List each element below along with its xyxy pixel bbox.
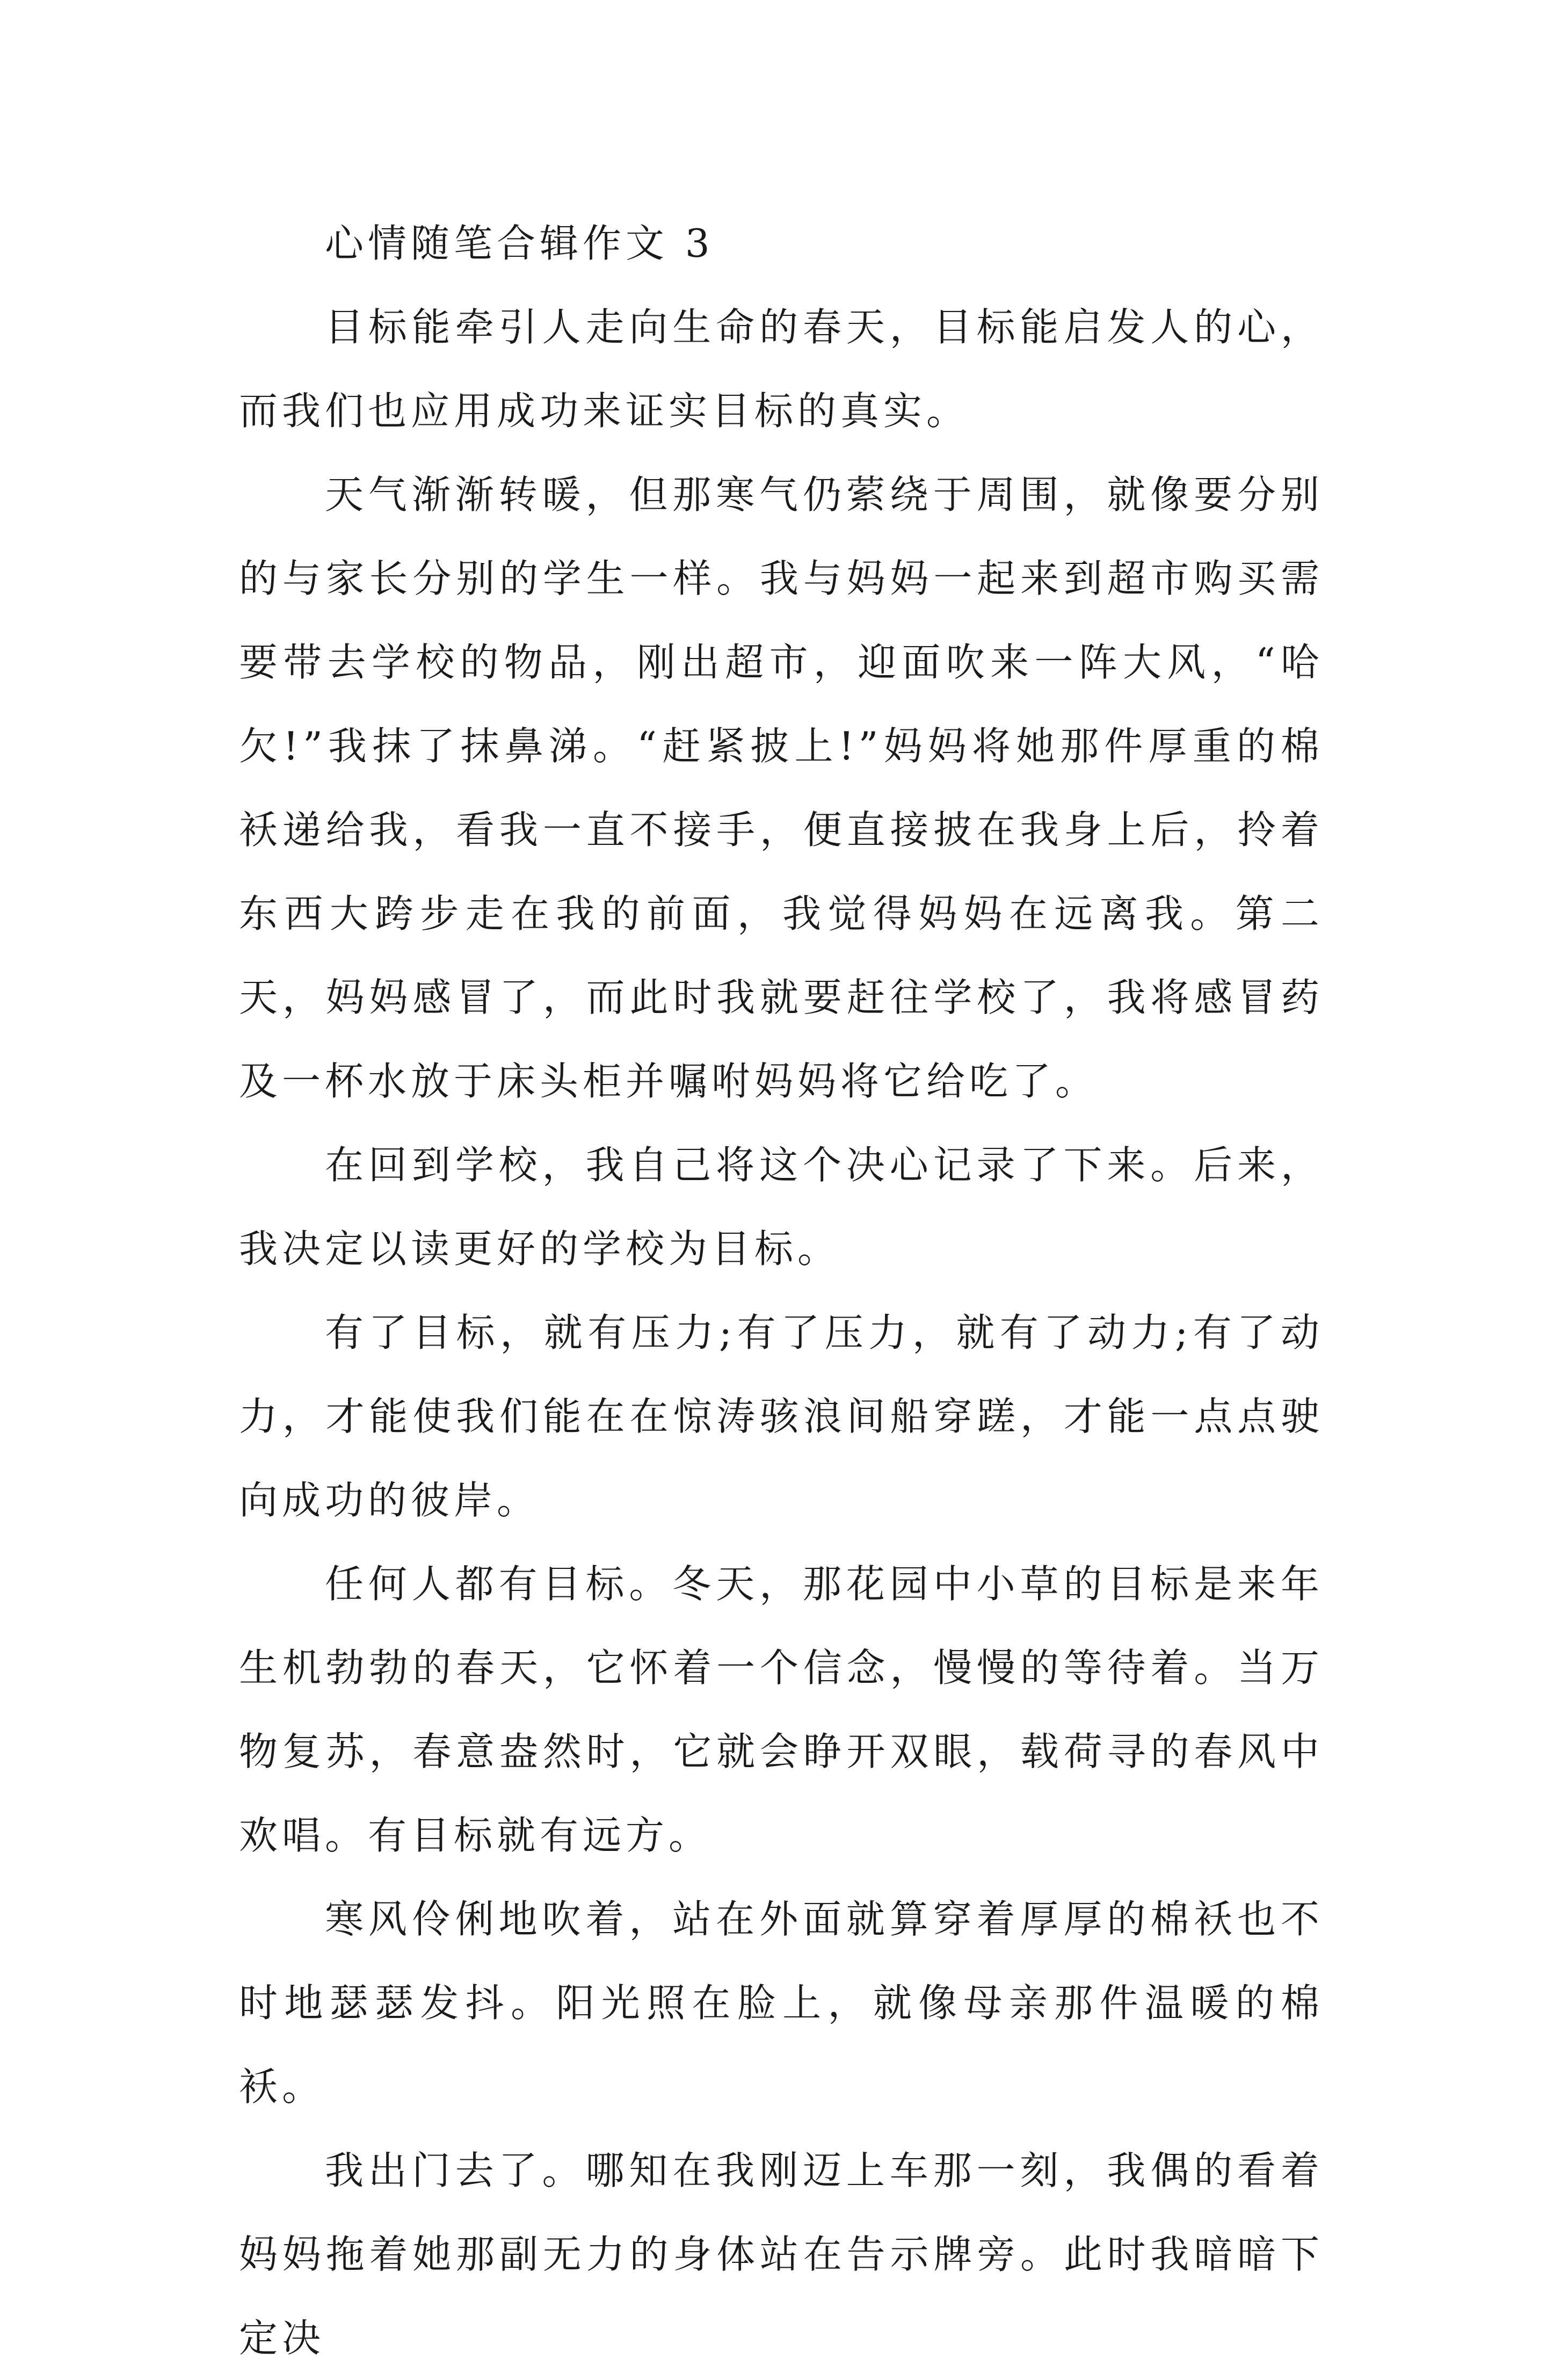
document-title: 心情随笔合辑作文 3 xyxy=(325,221,714,266)
paragraph-1: 目标能牵引人走向生命的春天，目标能启发人的心，而我们也应用成功来证实目标的真实。 xyxy=(239,305,1324,433)
document-body xyxy=(239,201,1324,2380)
paragraph-5: 任何人都有目标。冬天，那花园中小草的目标是来年生机勃勃的春天，它怀着一个信念，慢慢的等待着。当万物复苏，春意盎然时，它就会睁开双眼，载荷寻的春风中欢唱。有目标就有远方。 xyxy=(239,1561,1324,1858)
paragraph-3: 在回到学校，我自己将这个决心记录了下来。后来，我决定以读更好的学校为目标。 xyxy=(239,1142,1324,1271)
paragraph-7: 我出门去了。哪知在我刚迈上车那一刻，我偶的看着妈妈拖着她那副无力的身体站在告示牌旁。此时我暗暗下定决 xyxy=(239,2148,1324,2361)
paragraph-2: 天气渐渐转暖，但那寒气仍萦绕于周围，就像要分别的与家长分别的学生一样。我与妈妈一起来到超市购买需要带去学校的物品，刚出超市，迎面吹来一阵大风，“哈欠!”我抹了抹鼻涕。“赶紧披上!”妈妈将她那件厚重的棉袄递给我，看我一直不接手，便直接披在我身上后，拎着东西大跨步走在我的前面，我觉得妈妈在远离我。第二天，妈妈感冒了，而此时我就要赶往学校了，我将感冒药及一杯水放于床头柜并嘱咐妈妈将它给吃了。 xyxy=(239,472,1324,1104)
paragraph-4: 有了目标，就有压力;有了压力，就有了动力;有了动力，才能使我们能在在惊涛骇浪间船穿蹉，才能一点点驶向成功的彼岸。 xyxy=(239,1310,1324,1523)
paragraph-6: 寒风伶俐地吹着，站在外面就算穿着厚厚的棉袄也不时地瑟瑟发抖。阳光照在脸上，就像母亲那件温暖的棉袄。 xyxy=(239,1897,1324,2109)
